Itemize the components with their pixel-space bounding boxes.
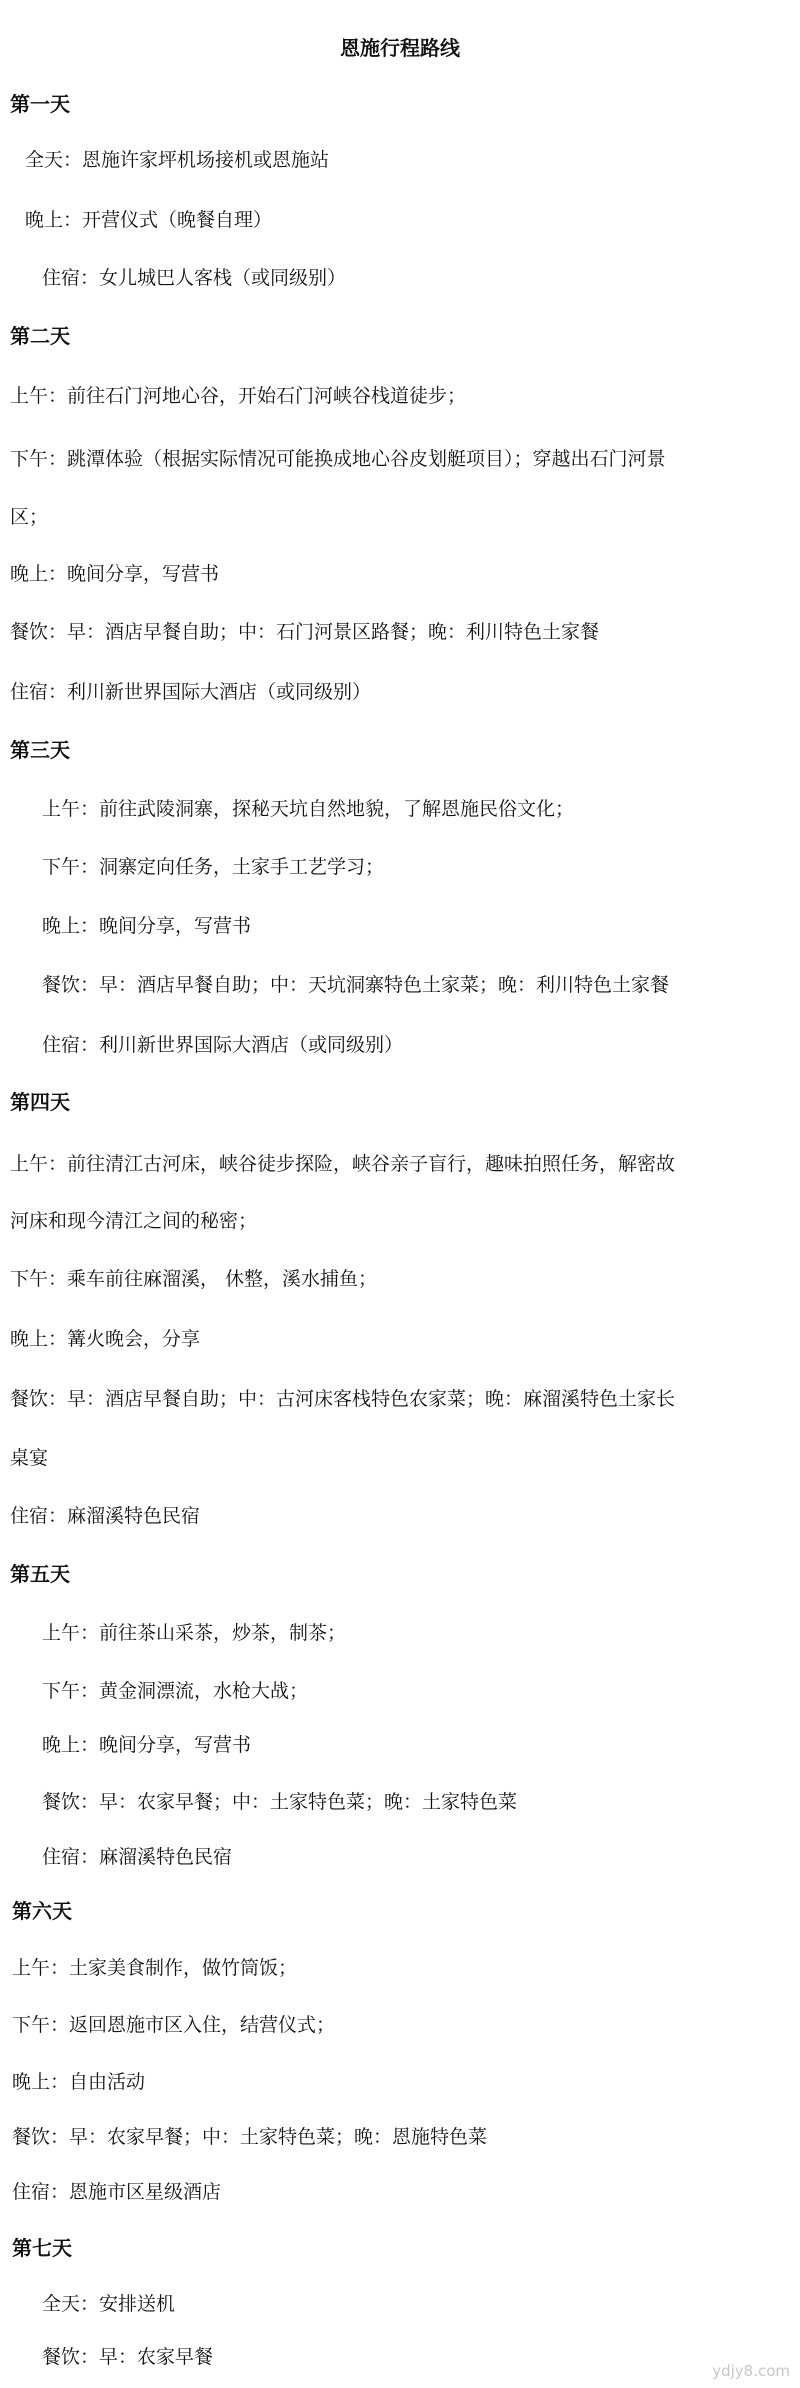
schedule-item: 住宿：利川新世界国际大酒店（或同级别） — [42, 1034, 404, 1056]
day-heading: 第二天 — [10, 324, 70, 348]
schedule-item: 餐饮：早：农家早餐；中：土家特色菜；晚：土家特色菜 — [42, 1791, 518, 1813]
schedule-item: 全天：安排送机 — [42, 2293, 176, 2315]
watermark: ydjy8.com — [712, 2362, 790, 2380]
schedule-item: 餐饮：早：酒店早餐自助；中：古河床客栈特色农家菜；晚：麻溜溪特色土家长 — [10, 1388, 676, 1410]
schedule-item: 河床和现今清江之间的秘密； — [10, 1210, 258, 1232]
schedule-item: 晚上：晚间分享，写营书 — [10, 563, 220, 585]
schedule-item: 餐饮：早：酒店早餐自助；中：天坑洞寨特色土家菜；晚：利川特色土家餐 — [42, 974, 670, 996]
schedule-item: 餐饮：早：农家早餐；中：土家特色菜；晚：恩施特色菜 — [12, 2126, 488, 2148]
schedule-item: 住宿：女儿城巴人客栈（或同级别） — [42, 267, 347, 289]
page-title: 恩施行程路线 — [340, 36, 460, 60]
schedule-item: 区； — [10, 506, 49, 528]
day-heading: 第三天 — [10, 738, 70, 762]
schedule-item: 上午：前往清江古河床，峡谷徒步探险，峡谷亲子盲行，趣味拍照任务，解密故 — [10, 1153, 676, 1175]
schedule-item: 住宿：麻溜溪特色民宿 — [42, 1846, 233, 1868]
day-heading: 第四天 — [10, 1090, 70, 1114]
schedule-item: 上午：前往茶山采茶，炒茶，制茶； — [42, 1622, 347, 1644]
schedule-item: 住宿：恩施市区星级酒店 — [12, 2181, 222, 2203]
schedule-item: 下午：跳潭体验（根据实际情况可能换成地心谷皮划艇项目）；穿越出石门河景 — [10, 448, 666, 470]
schedule-item: 全天：恩施许家坪机场接机或恩施站 — [25, 149, 330, 171]
schedule-item: 上午：前往武陵洞寨，探秘天坑自然地貌，了解恩施民俗文化； — [42, 798, 575, 820]
day-heading: 第一天 — [10, 92, 70, 116]
schedule-item: 餐饮：早：农家早餐 — [42, 2346, 214, 2368]
schedule-item: 晚上：篝火晚会，分享 — [10, 1328, 201, 1350]
schedule-item: 晚上：开营仪式（晚餐自理） — [25, 209, 273, 231]
schedule-item: 下午：洞寨定向任务，土家手工艺学习； — [42, 856, 385, 878]
schedule-item: 桌宴 — [10, 1447, 49, 1469]
schedule-item: 晚上：晚间分享，写营书 — [42, 1734, 252, 1756]
schedule-item: 晚上：自由活动 — [12, 2071, 146, 2093]
day-heading: 第五天 — [10, 1562, 70, 1586]
day-heading: 第七天 — [12, 2236, 72, 2260]
schedule-item: 上午：前往石门河地心谷，开始石门河峡谷栈道徒步； — [10, 385, 467, 407]
schedule-item: 住宿：麻溜溪特色民宿 — [10, 1505, 201, 1527]
schedule-item: 下午：返回恩施市区入住，结营仪式； — [12, 2014, 336, 2036]
schedule-item: 下午：乘车前往麻溜溪， 休整，溪水捕鱼； — [10, 1268, 378, 1290]
schedule-item: 住宿：利川新世界国际大酒店（或同级别） — [10, 681, 372, 703]
schedule-item: 上午：土家美食制作，做竹筒饭； — [12, 1957, 298, 1979]
schedule-item: 晚上：晚间分享，写营书 — [42, 915, 252, 937]
day-heading: 第六天 — [12, 1899, 72, 1923]
schedule-item: 下午：黄金洞漂流，水枪大战； — [42, 1680, 309, 1702]
schedule-item: 餐饮：早：酒店早餐自助；中：石门河景区路餐；晚：利川特色土家餐 — [10, 621, 600, 643]
